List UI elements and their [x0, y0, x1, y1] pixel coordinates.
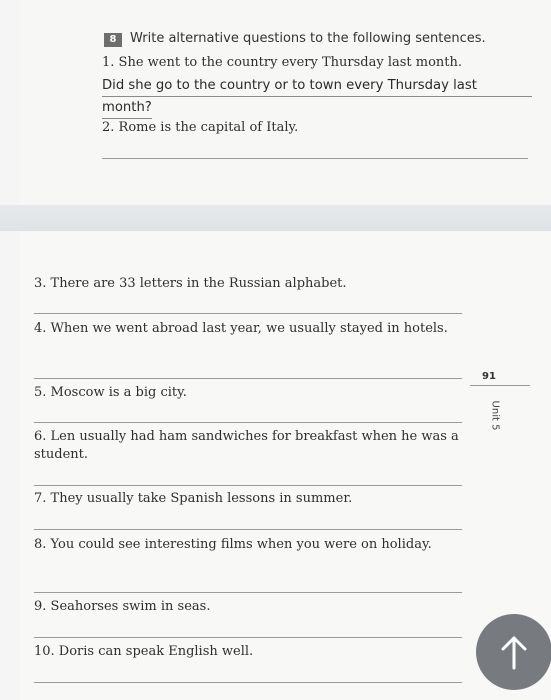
- page-number: 91: [482, 371, 496, 382]
- sentence-6: 6. Len usually had ham sandwiches for breakfast when he was a student.: [34, 429, 459, 462]
- sentence-4: 4. When we went abroad last year, we usually stayed in hotels.: [34, 321, 448, 336]
- page-gap: [0, 205, 551, 231]
- answer-line-3: [34, 313, 462, 314]
- sentence-3: 3. There are 33 letters in the Russian alphabet.: [34, 276, 347, 291]
- answer-line-5: [34, 422, 462, 423]
- sentence-7: 7. They usually take Spanish lessons in summer.: [34, 491, 353, 506]
- unit-label: Unit 5: [489, 400, 501, 431]
- answer-line-4: [34, 378, 462, 379]
- exercise-instruction: Write alternative questions to the following sentences.: [130, 31, 486, 46]
- workbook-page-bottom: [20, 231, 551, 700]
- answer-line-8: [34, 592, 462, 593]
- sentence-5: 5. Moscow is a big city.: [34, 385, 187, 400]
- sentence-1: 1. She went to the country every Thursday last month.: [102, 55, 463, 70]
- answer-1-line-2: month?: [102, 97, 152, 119]
- exercise-number-badge: 8: [104, 33, 122, 47]
- scroll-to-top-button[interactable]: [476, 614, 551, 690]
- answer-line-10: [34, 682, 462, 683]
- sentence-8: 8. You could see interesting films when you were on holiday.: [34, 537, 432, 552]
- answer-line-7: [34, 529, 462, 530]
- sentence-9: 9. Seahorses swim in seas.: [34, 599, 211, 614]
- page-number-rule: [470, 385, 530, 386]
- sentence-2: 2. Rome is the capital of Italy.: [102, 120, 299, 135]
- arrow-up-icon: [499, 632, 529, 672]
- sentence-10: 10. Doris can speak English well.: [34, 644, 254, 659]
- handwritten-answer-1: [102, 75, 532, 119]
- answer-line-9: [34, 637, 462, 638]
- answer-1-line-1: Did she go to the country or to town every Thursday last: [102, 75, 532, 97]
- answer-line-2: [102, 158, 528, 159]
- answer-line-6: [34, 485, 462, 486]
